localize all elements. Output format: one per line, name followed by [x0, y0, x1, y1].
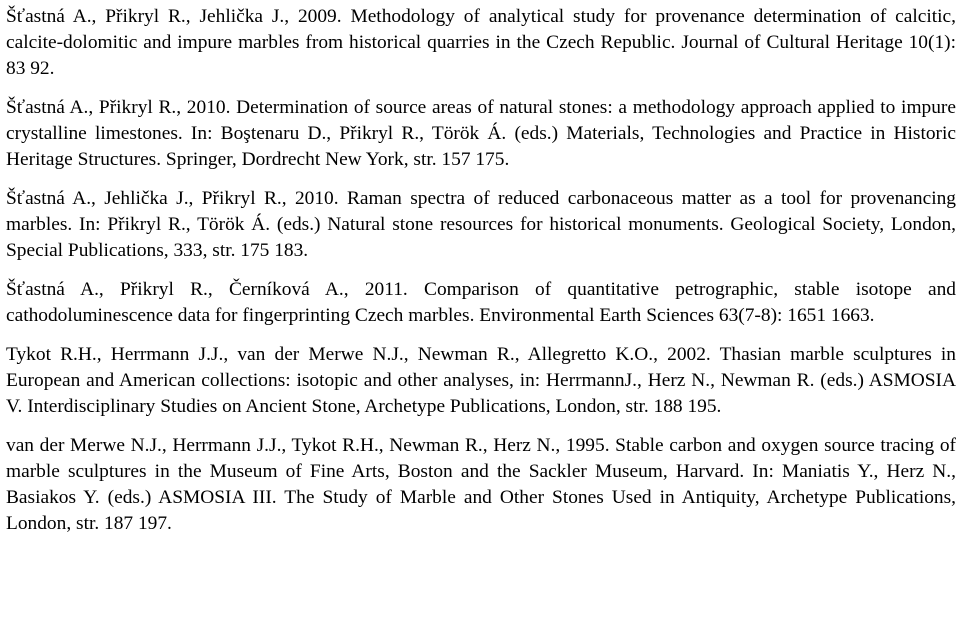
reference-entry: Šťastná A., Přikryl R., 2010. Determination of source areas of natural stones: a methodology approach applied to impure crystalline limestones. In: Boştenaru D., Přikryl R., Török Á. (eds.) Materials, Technologies and Practice in Historic Heritage Structures. Springer, Dordrecht New York, str. 157 175.: [6, 97, 956, 170]
reference-entry: Šťastná A., Přikryl R., Jehlička J., 2009. Methodology of analytical study for provenance determination of calcitic, calcite-dolomitic and impure marbles from historical quarries in the Czech Republic. Journal of Cultural Heritage 10(1): 83 92.: [6, 6, 956, 79]
reference-list: [6, 4, 956, 537]
reference-entry: Tykot R.H., Herrmann J.J., van der Merwe N.J., Newman R., Allegretto K.O., 2002. Thasian marble sculptures in European and American collections: isotopic and other analyses, in: HerrmannJ., Herz N., Newman R. (eds.) ASMOSIA V. Interdisciplinary Studies on Ancient Stone, Archetype Publications, London, str. 188 195.: [6, 344, 956, 417]
reference-entry: Šťastná A., Přikryl R., Černíková A., 2011. Comparison of quantitative petrographic, stable isotope and cathodoluminescence data for fingerprinting Czech marbles. Environmental Earth Sciences 63(7-8): 1651 1663.: [6, 279, 956, 326]
reference-entry: van der Merwe N.J., Herrmann J.J., Tykot R.H., Newman R., Herz N., 1995. Stable carbon and oxygen source tracing of marble sculptures in the Museum of Fine Arts, Boston and the Sackler Museum, Harvard. In: Maniatis Y., Herz N., Basiakos Y. (eds.) ASMOSIA III. The Study of Marble and Other Stones Used in Antiquity, Archetype Publications, London, str. 187 197.: [6, 435, 956, 534]
reference-entry: Šťastná A., Jehlička J., Přikryl R., 2010. Raman spectra of reduced carbonaceous matter as a tool for provenancing marbles. In: Přikryl R., Török Á. (eds.) Natural stone resources for historical monuments. Geological Society, London, Special Publications, 333, str. 175 183.: [6, 188, 956, 261]
